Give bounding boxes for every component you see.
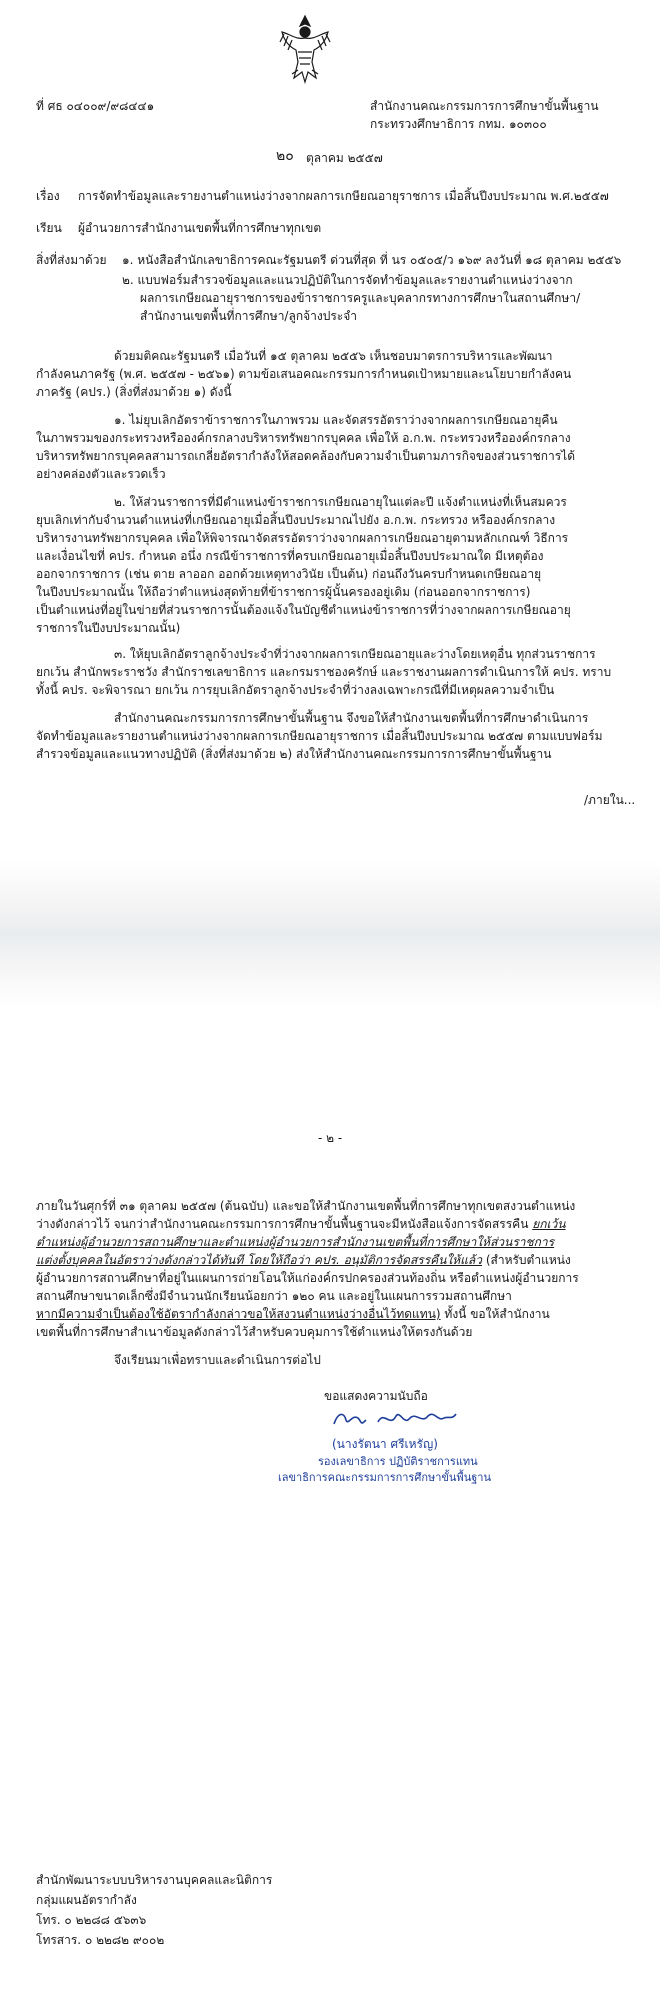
- signatory-position: รองเลขาธิการ ปฏิบัติราชการแทน: [318, 1455, 478, 1468]
- enclosure-item-1: ๑. หนังสือสำนักเลขาธิการคณะรัฐมนตรี ด่วนที่สุด ที่ นร ๐๕๐๕/ว ๑๖๙ ลงวันที่ ๑๘ ตุลาคม ๒๕๕๖: [122, 253, 622, 267]
- footer-department: สำนักพัฒนาระบบบริหารงานบุคคลและนิติการ: [36, 1873, 273, 1887]
- enclosure-label: สิ่งที่ส่งมาด้วย: [36, 253, 107, 267]
- subject-label: เรื่อง: [36, 189, 60, 203]
- body-paragraph-line: ออกจากราชการ (เช่น ตาย ลาออก ออกด้วยเหตุทางวินัย เป็นต้น) ก่อนถึงวันครบกำหนดเกษียณอายุ: [36, 567, 542, 581]
- body-paragraph-line: ภาครัฐ (คปร.) (สิ่งที่ส่งมาด้วย ๑) ดังนี้: [36, 385, 232, 399]
- subject-text: การจัดทำข้อมูลและรายงานตำแหน่งว่างจากผลการเกษียณอายุราชการ เมื่อสิ้นปีงบประมาณ พ.ศ.๒๕๕๗: [78, 189, 609, 203]
- body-paragraph-line: ผู้อำนวยการสถานศึกษาที่อยู่ในแผนการถ่ายโอนให้แก่องค์กรปกครองส่วนท้องถิ่น หรือตำแหน่งผู้อำนวยการ: [36, 1271, 579, 1285]
- signatory-position: เลขาธิการคณะกรรมการการศึกษาขั้นพื้นฐาน: [278, 1471, 491, 1484]
- body-paragraph-line: บริหารทรัพยากรบุคคลสามารถเกลี่ยอัตรากำลังให้สอดคล้องกับความจำเป็นตามภารกิจของส่วนราชการได้: [36, 449, 576, 463]
- handwritten-signature: [330, 1406, 460, 1432]
- body-paragraph-line: ๑. ไม่ยุบเลิกอัตราข้าราชการในภาพรวม และจัดสรรอัตราว่างจากผลการเกษียณอายุคืน: [114, 413, 558, 427]
- body-paragraph-line: ทั้งนี้ คปร. จะพิจารณา ยกเว้น การยุบเลิกอัตราลูกจ้างประจำที่ว่างลงเฉพาะกรณีที่มีเหตุผลความจำเป็น: [36, 683, 555, 697]
- body-paragraph-line: [36, 1306, 550, 1322]
- body-paragraph-line: [36, 1216, 566, 1232]
- body-paragraph-line: สำนักงานคณะกรรมการการศึกษาขั้นพื้นฐาน จึงขอให้สำนักงานเขตพื้นที่การศึกษาดำเนินการ: [114, 711, 589, 725]
- body-text-segment: ทั้งนี้ ขอให้สำนักงาน: [440, 1307, 550, 1321]
- body-paragraph-line: ราชการในปีงบประมาณนั้น): [36, 621, 181, 635]
- enclosure-item-2-cont: ผลการเกษียณอายุราชการของข้าราชการครูและบุคลากรทางการศึกษาในสถานศึกษา/: [140, 291, 581, 305]
- footer-group: กลุ่มแผนอัตรากำลัง: [36, 1893, 137, 1907]
- date-day: ๒๐: [276, 148, 294, 164]
- body-paragraph-line: เป็นตำแหน่งที่อยู่ในข่ายที่ส่วนราชการนั้นต้องแจ้งในบัญชีตำแหน่งข้าราชการที่ว่างจากผลการเกษียณอายุ: [36, 603, 571, 617]
- body-paragraph-line: อย่างคล่องตัวและรวดเร็ว: [36, 467, 166, 481]
- recipient-label: เรียน: [36, 221, 62, 235]
- regards-text: ขอแสดงความนับถือ: [324, 1389, 428, 1403]
- body-text-segment: (สำหรับตำแหน่ง: [482, 1253, 571, 1267]
- page-number: - ๒ -: [318, 1131, 343, 1145]
- underlined-text: หากมีความจำเป็นต้องใช้อัตรากำลังกล่าวขอให้สงวนตำแหน่งว่างอื่นไว้ทดแทน): [36, 1307, 441, 1321]
- body-paragraph-line: ด้วยมติคณะรัฐมนตรี เมื่อวันที่ ๑๕ ตุลาคม ๒๕๕๖ เห็นชอบมาตรการบริหารและพัฒนา: [114, 349, 553, 363]
- recipient-text: ผู้อำนวยการสำนักงานเขตพื้นที่การศึกษาทุกเขต: [78, 221, 322, 235]
- body-text-segment: ว่างดังกล่าวไว้ จนกว่าสำนักงานคณะกรรมการการศึกษาขั้นพื้นฐานจะมีหนังสือแจ้งการจัดสรรคืน: [36, 1217, 533, 1231]
- office-name: สำนักงานคณะกรรมการการศึกษาขั้นพื้นฐาน: [370, 99, 599, 113]
- body-paragraph-line: สำรวจข้อมูลและแนวทางปฏิบัติ (สิ่งที่ส่งมาด้วย ๒) ส่งให้สำนักงานคณะกรรมการการศึกษาขั้นพื้นฐาน: [36, 747, 552, 761]
- page-break: [0, 860, 660, 1010]
- footer-phone: โทร. ๐ ๒๒๘๘ ๕๖๓๖: [36, 1913, 147, 1927]
- body-paragraph-line: [36, 1252, 571, 1268]
- body-paragraph-line: ยกเว้น สำนักพระราชวัง สำนักราชเลขาธิการ และกรมราชองครักษ์ และราชงานผลการดำเนินการให้ คปร. ทราบ: [36, 665, 612, 679]
- body-paragraph-line: ภายในวันศุกร์ที่ ๓๑ ตุลาคม ๒๕๕๗ (ต้นฉบับ) และขอให้สำนักงานเขตพื้นที่การศึกษาทุกเขตสงวนตำแหน่ง: [36, 1199, 576, 1213]
- body-paragraph-line: เขตพื้นที่การศึกษาสำเนาข้อมูลดังกล่าวไว้สำหรับควบคุมการใช้ตำแหน่งให้ตรงกันด้วย: [36, 1325, 473, 1339]
- office-address: กระทรวงศึกษาธิการ กทม. ๑๐๓๐๐: [370, 117, 547, 131]
- enclosure-item-2-cont: สำนักงานเขตพื้นที่การศึกษา/ลูกจ้างประจำ: [140, 309, 358, 323]
- signatory-name: (นางรัตนา ศรีเหรัญ): [332, 1437, 438, 1451]
- closing-line: จึงเรียนมาเพื่อทราบและดำเนินการต่อไป: [114, 1353, 321, 1367]
- body-paragraph-line: จัดทำข้อมูลและรายงานตำแหน่งว่างจากผลการเกษียณอายุราชการ เมื่อสิ้นปีงบประมาณ ๒๕๕๗ ตามแบบฟอร์ม: [36, 729, 603, 743]
- body-paragraph-line: และเงื่อนไขที่ คปร. กำหนด อนึ่ง กรณีข้าราชการที่ครบเกษียณอายุเมื่อสิ้นปีงบประมาณใด มีเหตุต้อง: [36, 549, 544, 563]
- continued-marker: /ภายใน...: [584, 793, 636, 807]
- emphasis-text: ยกเว้น: [532, 1217, 566, 1231]
- body-paragraph-line: กำลังคนภาครัฐ (พ.ศ. ๒๕๕๗ - ๒๕๖๑) ตามข้อเสนอคณะกรรมการกำหนดเป้าหมายและนโยบายกำลังคน: [36, 367, 572, 381]
- footer-fax: โทรสาร. ๐ ๒๒๘๒ ๙๐๐๒: [36, 1933, 165, 1947]
- reference-number: ที่ ศธ ๐๔๐๐๙/๙๘๔๔๑: [36, 99, 155, 113]
- body-paragraph-line: ในปีงบประมาณนั้น ให้ถือว่าตำแหน่งสุดท้ายที่ข้าราชการผู้นั้นครองอยู่เดิม (ก่อนออกจากราชการ): [36, 585, 531, 599]
- body-paragraph-line: สถานศึกษาขนาดเล็กซึ่งมีจำนวนนักเรียนน้อยกว่า ๑๒๐ คน และอยู่ในแผนการรวมสถานศึกษา: [36, 1289, 512, 1303]
- body-paragraph-line: ยุบเลิกเท่ากับจำนวนตำแหน่งที่เกษียณอายุเมื่อสิ้นปีงบประมาณไปยัง อ.ก.พ. กระทรวง หรือองค์กรกลาง: [36, 513, 556, 527]
- emphasis-text: ตำแหน่งผู้อำนวยการสถานศึกษาและตำแหน่งผู้อำนวยการสำนักงานเขตพื้นที่การศึกษาให้ส่วนราชการ: [36, 1235, 555, 1249]
- body-paragraph-line: บริหารงานทรัพยากรบุคคล เพื่อให้พิจารณาจัดสรรอัตราว่างจากผลการเกษียณอายุตามหลักเกณฑ์ วิธีการ: [36, 531, 569, 545]
- date-month-year: ตุลาคม ๒๕๕๗: [306, 151, 383, 165]
- garuda-emblem-icon: [276, 12, 334, 86]
- body-paragraph-line: ๓. ให้ยุบเลิกอัตราลูกจ้างประจำที่ว่างจากผลการเกษียณอายุและว่างโดยเหตุอื่น ทุกส่วนราชการ: [114, 647, 596, 661]
- enclosure-item-2: ๒. แบบฟอร์มสำรวจข้อมูลและแนวปฏิบัติในการจัดทำข้อมูลและรายงานตำแหน่งว่างจาก: [122, 273, 573, 287]
- body-paragraph-line: ๒. ให้ส่วนราชการที่มีตำแหน่งข้าราชการเกษียณอายุในแต่ละปี แจ้งตำแหน่งที่เห็นสมควร: [114, 495, 567, 509]
- emphasis-text: แต่งตั้งบุคคลในอัตราว่างดังกล่าวได้ทันที โดยให้ถือว่า คปร. อนุมัติการจัดสรรคืนให้แล้ว: [36, 1253, 483, 1267]
- body-paragraph-line: ในภาพรวมของกระทรวงหรือองค์กรกลางบริหารทรัพยากรบุคคล เพื่อให้ อ.ก.พ. กระทรวงหรือองค์กรกลาง: [36, 431, 571, 445]
